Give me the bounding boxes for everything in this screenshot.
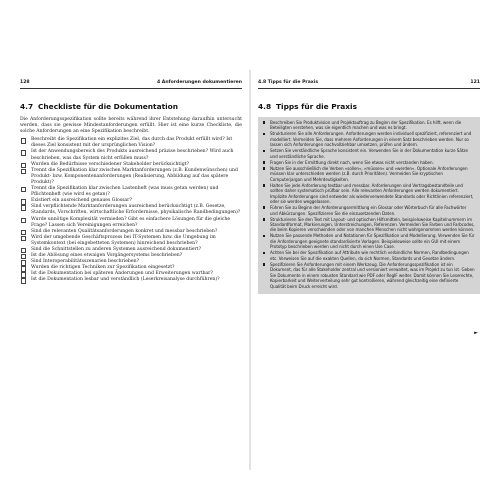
- tip-item: [261, 205, 475, 216]
- tip-item-text: Strukturieren Sie den Text mit Layout- und optischen Hilfsmitteln, beispielsweise Kapitelnummern im Standardformat, Markierungen, Unterstreichungen, Referenzen. Vermeiden Sie Farben und Farbcodes, die beim Kopieren verschwinden oder von manchen Menschen nicht wahrgenommen werden können.: [270, 216, 475, 233]
- checkbox-icon: [21, 236, 26, 241]
- checklist-item-text: Wurde unnötige Komplexität vermieden? Gibt es einfachere Lösungen für die gleiche Frage? Lassen sich Vereinigungen erreichen?: [31, 216, 231, 228]
- checkbox-icon: [21, 187, 26, 192]
- tip-item-text: Setzen Sie verständliche Sprache konsistent ein. Verwenden Sie in der Dokumentation kurze Sätze und verständliche Sprache.: [270, 148, 468, 159]
- checkbox-icon: [21, 218, 26, 223]
- tip-item: [261, 262, 475, 289]
- tip-item-text: Nutzen Sie ausschließlich die Verben »sollen«, »müssen« und »werden«. Optionale Anforderungen müssen klar unterschieden werden (z.B. durch Prioritäten). Vermeiden Sie kryptischen Computerjargon und Mehrdeutigkeiten.: [270, 165, 468, 182]
- bullet-square-icon: [263, 161, 266, 164]
- checklist-section-number: 4.7: [20, 102, 34, 111]
- checklist-item-text: Wird der umgebende Geschäftsprozess bei IT-Systemen bzw. die Umgebung im Systemkontext (bei eingebetteten Systemen) hinreichend beschrieben?: [31, 234, 216, 246]
- tips-box: [258, 117, 480, 294]
- tip-item: [261, 148, 475, 159]
- checklist-item-text: Sind die relevanten Qualitätsanforderungen konkret und messbar beschrieben?: [31, 228, 218, 234]
- right-running-header: [258, 78, 480, 89]
- checklist-item-text: Trennt die Spezifikation klar zwischen Lastenheft (was muss getan werden) und Pflichtenheft (wie wird es getan)?: [31, 186, 219, 198]
- documentation-checklist: [20, 137, 242, 283]
- tip-item-text: Beschreiben Sie Produktvision und Projektauftrag zu Beginn der Spezifikation. Es hilft, wenn die Beteiligten verstehen, was sie eigentlich machen und was es bringt.: [270, 120, 462, 131]
- bullet-square-icon: [263, 184, 266, 187]
- checklist-item: [20, 149, 242, 161]
- tip-item: [261, 166, 475, 182]
- checklist-item-text: Beschreibt die Spezifikation ein explizites Ziel, das durch das Produkt erfüllt wird? Ist dieses Ziel konsistent mit der ursprünglichen Vision?: [31, 137, 233, 149]
- tip-item: [261, 183, 475, 205]
- checkbox-icon: [21, 169, 26, 174]
- checklist-item-text: Sind Interoperabilitätsszenarien beschrieben?: [31, 259, 140, 265]
- left-page-number: 128: [20, 80, 30, 85]
- checklist-item-text: Wurden die Bedürfnisse verschiedener Stakeholder berücksichtigt?: [31, 161, 189, 167]
- checklist-item-text: Ist die Ablösung eines etwaigen Vorgängersystems beschrieben?: [31, 253, 183, 259]
- bullet-square-icon: [263, 263, 266, 266]
- bullet-square-icon: [263, 121, 266, 124]
- tip-item-text: Strukturieren Sie alle Anforderungen. Anforderungen werden individuell spezifiziert, referenziert und modelliert. Vermeiden Sie, dass mehrere Anforderungen in einem Satz beschrieben werden. Nur so lassen sich Anforderungen nachvollziehbar umsetzen, prüfen und ändern.: [270, 131, 472, 148]
- practical-tips-list: [261, 120, 475, 289]
- checklist-section-heading: [20, 102, 242, 111]
- checkbox-icon: [21, 205, 26, 210]
- right-page: [258, 78, 480, 458]
- tip-item: [261, 233, 475, 249]
- checklist-item-text: Existiert ein ausreichend genaues Glossar?: [31, 198, 132, 204]
- checklist-intro-paragraph: Die Anforderungsspezifikation sollte bereits während ihrer Entstehung daraufhin untersucht werden, dass sie gewisse Mindestanforderungen erfüllt. Hier ist eine kurze Checkliste, die solche Anforderungen an eine Spezifikation beschreibt.: [20, 117, 242, 135]
- bullet-square-icon: [263, 167, 266, 170]
- checklist-item-text: Sind verpflichtende Marktanforderungen ausreichend berücksichtigt (z.B. Gesetze, Standards, Vorschriften, wirtschaftliche Erfordernisse, physikalische Randbedingungen)?: [31, 204, 241, 216]
- tip-item: [261, 160, 475, 165]
- tip-item-text: Spezifizieren Sie Anforderungen mit einem Werkzeug. Die Anforderungsspezifikation ist ein Dokument, das für alle Stakeholder zentral und versioniert verwaltet, was im Projekt zu tun ist. Geben Sie Dokumente in einem robusten Standard wie PDF oder RegIF weiter. Damit können Sie Leserechte, Kopierbarkeit und Weiterverteilung sehr gut kontrollieren, während gleichzeitig eine definierte Qualität beim Druck erreicht wird.: [270, 261, 475, 289]
- checkbox-icon: [21, 138, 26, 143]
- checklist-item: [20, 137, 242, 149]
- checklist-item: [20, 277, 242, 283]
- tip-item-text: Führen Sie zu Beginn der Anforderungsermittlung ein Glossar oder Wörterbuch für alle Fachwörter und Abkürzungen. Spezifizieren Sie die einzusetzenden Daten.: [270, 205, 467, 216]
- checklist-item-text: Trennt die Spezifikation klar zwischen Marktanforderungen (z.B. Kundenwünschen) und Produkt- bzw. Komponentenanforderungen (Realisierung, Abbildung auf das spätere Produkt)?: [31, 167, 238, 185]
- book-spine: [249, 70, 251, 470]
- tips-section-title: Tipps für die Praxis: [276, 102, 357, 111]
- right-page-number: 121: [470, 80, 480, 85]
- checkbox-icon: [21, 150, 26, 155]
- bullet-square-icon: [263, 252, 266, 255]
- continue-arrow-icon: ►: [474, 330, 478, 336]
- bullet-square-icon: [263, 218, 266, 221]
- left-page: [20, 78, 242, 458]
- tip-item: [261, 217, 475, 233]
- checkbox-icon: [21, 278, 26, 283]
- checklist-item: [20, 204, 242, 216]
- checklist-item: [20, 235, 242, 247]
- tip-item-text: Fragen Sie in der Ermittlung direkt nach, wenn Sie etwas nicht verstanden haben.: [270, 159, 434, 165]
- bullet-square-icon: [263, 133, 266, 136]
- checklist-item-text: Wurden die richtigen Techniken zur Spezifikation eingesetzt?: [31, 265, 175, 271]
- checklist-item: [20, 217, 242, 229]
- checklist-item: [20, 168, 242, 186]
- left-running-header: [20, 78, 242, 89]
- tips-section-heading: [258, 102, 480, 111]
- right-section-title: 4.8 Tipps für die Praxis: [258, 80, 319, 85]
- tip-item-text: Achten Sie bei der Spezifikation auf Attribute wie rechtlich verbindliche Normen, Randbedingungen etc. Verweisen Sie auf die exakten Quellen, da sich Normen, Standards und Gesetze ändern.: [270, 250, 469, 261]
- left-chapter-title: 4 Anforderungen dokumentieren: [156, 80, 242, 85]
- bullet-square-icon: [263, 235, 266, 238]
- checklist-item: [20, 186, 242, 198]
- checklist-item-text: Ist die Dokumentation bei späteren Änderungen und Erweiterungen wartbar?: [31, 271, 213, 277]
- bullet-square-icon: [263, 150, 266, 153]
- checklist-section-title: Checkliste für die Dokumentation: [38, 102, 178, 111]
- tip-item: [261, 131, 475, 147]
- checklist-item-text: Ist die Dokumentation lesbar und verständlich (Leserkreisanalyse durchführen)?: [31, 277, 220, 283]
- tip-item-text: Nutzen Sie passende Methoden und Notationen für Spezifikation und Modellierung. Verwenden Sie für die Anforderungen geeignete standardisierte Vorlagen. Beispielsweise sollte ein GUI mit einem Prototyp beschrieben werden und nicht durch einen Use Case.: [270, 233, 475, 250]
- checklist-item-text: Ist der Anwendungsbereich des Produkts ausreichend präzise beschrieben? Wird auch beschrieben, was das System nicht erfüllen muss?: [31, 149, 234, 161]
- tip-item: [261, 120, 475, 131]
- tip-item-text: Halten Sie jede Anforderung testbar und messbar. Anforderungen sind Vertragsbestandteile und sollten daher systematisch prüfbar sein. Alle relevanten Anforderungen werden dokumentiert. Implizite Anforderungen sind entweder als wiederverwendete Standards oder Richtlinien referenziert, oder sie werden weggelassen.: [270, 182, 474, 205]
- bullet-square-icon: [263, 206, 266, 209]
- tip-item: [261, 250, 475, 261]
- tips-section-number: 4.8: [258, 102, 272, 111]
- checklist-item-text: Sind die Schnittstellen zu anderen Systemen ausreichend dokumentiert?: [31, 246, 202, 252]
